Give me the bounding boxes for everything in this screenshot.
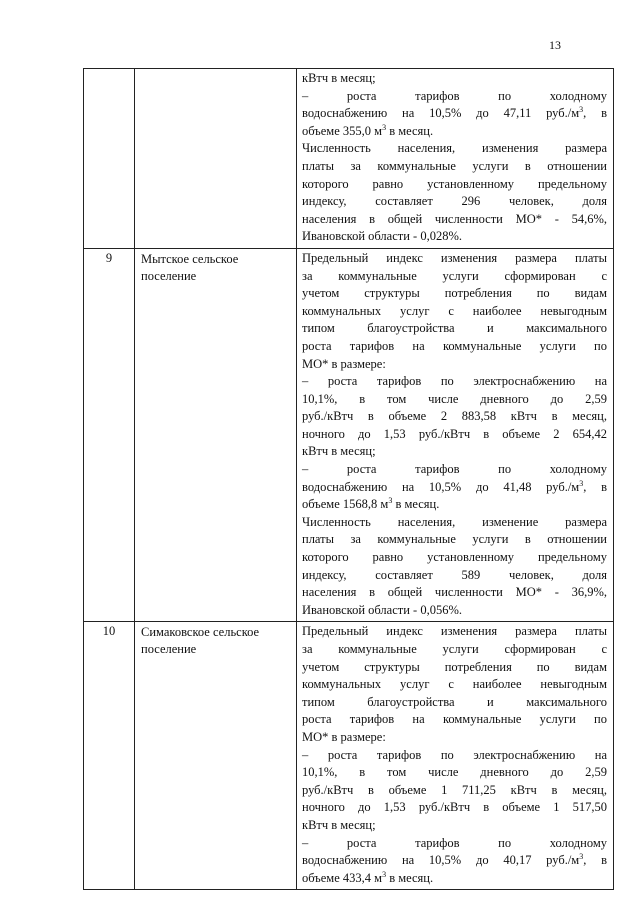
description-cell	[297, 69, 614, 249]
description-line	[302, 479, 607, 497]
superscript: 3	[388, 496, 393, 506]
line-text: коммунальных услуг с наиболее невыгодным	[302, 677, 607, 692]
description-line	[302, 694, 607, 712]
description-line	[302, 88, 607, 106]
line-text-after: в месяц.	[386, 123, 434, 138]
description-cell	[297, 248, 614, 621]
line-text: за коммунальные услуги сформирован с	[302, 642, 607, 656]
description-line	[302, 211, 607, 229]
line-text-after: в месяц.	[386, 870, 434, 885]
row-number-cell	[84, 622, 135, 890]
line-text: кВтч в месяц;	[302, 444, 376, 459]
line-text: за коммунальные услуги сформирован с	[302, 268, 607, 283]
description-line	[302, 320, 607, 338]
description-line	[302, 250, 607, 268]
description-line	[302, 496, 607, 514]
line-text: которого равно установленному предельному	[302, 176, 607, 191]
description-line	[302, 285, 607, 303]
line-text: индексу, составляет 589 человек, доля	[302, 567, 607, 582]
line-text: кВтч в месяц;	[302, 71, 376, 85]
line-text-after: , в	[583, 479, 608, 494]
line-text: платы за коммунальные услуги в отношении	[302, 158, 607, 173]
description-line	[302, 70, 607, 88]
settlement-name: Симаковское сельское поселение	[141, 625, 260, 657]
settlement-name	[135, 69, 296, 71]
description-line	[302, 531, 607, 549]
description-line	[302, 176, 607, 194]
description-line	[302, 303, 607, 321]
line-text: водоснабжению на 10,5% до 41,48 руб./м	[302, 479, 580, 494]
line-text: водоснабжению на 10,5% до 47,11 руб./м	[302, 106, 580, 121]
description-line	[302, 514, 607, 532]
row-number	[84, 69, 134, 71]
description-line	[302, 268, 607, 286]
tariff-table	[83, 68, 614, 890]
description-line	[302, 105, 607, 123]
line-text: коммунальных услуг с наиболее невыгодным	[302, 303, 607, 318]
line-text: кВтч в месяц;	[302, 817, 376, 832]
line-text: 10,1%, в том числе дневного до 2,59	[302, 765, 607, 780]
row-number-cell	[84, 248, 135, 621]
description-line	[302, 443, 607, 461]
description-line	[302, 356, 607, 374]
table-row	[84, 622, 614, 890]
line-text: типом благоустройства и максимального	[302, 694, 607, 709]
superscript: 3	[382, 869, 387, 879]
line-text: населения в общей численности МО* - 36,9%,	[302, 585, 607, 600]
description-line	[302, 426, 607, 444]
superscript: 3	[579, 105, 584, 115]
description-line	[302, 659, 607, 677]
description-line	[302, 764, 607, 782]
description-cell	[297, 622, 614, 890]
description-line	[302, 641, 607, 659]
line-text: платы за коммунальные услуги в отношении	[302, 532, 607, 547]
description-line	[302, 711, 607, 729]
description-line	[302, 676, 607, 694]
table-row	[84, 248, 614, 621]
line-text: индексу, составляет 296 человек, доля	[302, 194, 607, 209]
line-text: – роста тарифов по холодному	[302, 88, 607, 103]
description-line	[302, 373, 607, 391]
line-text: – роста тарифов по холодному	[302, 835, 607, 850]
line-text: Численность населения, изменение размера	[302, 514, 607, 529]
superscript: 3	[579, 478, 584, 488]
row-number-cell	[84, 69, 135, 249]
line-text: Предельный индекс изменения размера платы	[302, 624, 607, 639]
description-line	[302, 567, 607, 585]
description-line	[302, 461, 607, 479]
description-line	[302, 408, 607, 426]
line-text: учетом структуры потребления по видам	[302, 286, 607, 301]
superscript: 3	[382, 122, 387, 132]
description-text	[297, 622, 613, 889]
description-line	[302, 782, 607, 800]
description-text	[297, 69, 613, 248]
line-text: типом благоустройства и максимального	[302, 321, 607, 336]
line-text: – роста тарифов по холодному	[302, 462, 607, 477]
line-text: объеме 355,0 м	[302, 123, 383, 138]
description-line	[302, 870, 607, 888]
line-text: руб./кВтч в объеме 1 711,25 кВтч в месяц,	[302, 782, 607, 797]
line-text: – роста тарифов по электроснабжению на	[302, 374, 607, 389]
row-number: 10	[102, 624, 116, 639]
line-text: учетом структуры потребления по видам	[302, 659, 607, 674]
description-line	[302, 817, 607, 835]
description-line	[302, 391, 607, 409]
line-text: Предельный индекс изменения размера платы	[302, 250, 607, 265]
description-line	[302, 140, 607, 158]
description-line	[302, 158, 607, 176]
description-line	[302, 338, 607, 356]
description-text	[297, 249, 613, 621]
line-text: руб./кВтч в объеме 2 883,58 кВтч в месяц,	[302, 409, 607, 424]
line-text-after: в месяц.	[392, 497, 440, 512]
line-text: Ивановской области - 0,028%.	[302, 229, 462, 244]
line-text: Ивановской области - 0,056%.	[302, 602, 462, 617]
description-line	[302, 602, 607, 620]
description-line	[302, 729, 607, 747]
line-text: МО* в размере:	[302, 729, 386, 744]
description-line	[302, 799, 607, 817]
page-number: 13	[549, 38, 561, 52]
row-number: 9	[105, 250, 113, 265]
description-line	[302, 747, 607, 765]
settlement-name-cell	[135, 248, 297, 621]
line-text: водоснабжению на 10,5% до 40,17 руб./м	[302, 853, 580, 868]
description-line	[302, 835, 607, 853]
line-text: Численность населения, изменения размера	[302, 141, 607, 156]
line-text: которого равно установленному предельному	[302, 550, 607, 565]
line-text-after: , в	[583, 106, 607, 121]
description-line	[302, 228, 607, 246]
line-text: ночного до 1,53 руб./кВтч в объеме 1 517,50	[302, 800, 607, 815]
table-row	[84, 69, 614, 249]
line-text: – роста тарифов по электроснабжению на	[302, 747, 607, 762]
line-text: роста тарифов на коммунальные услуги по	[302, 338, 607, 353]
settlement-name-cell	[135, 622, 297, 890]
line-text: населения в общей численности МО* - 54,6%,	[302, 211, 607, 226]
description-line	[302, 623, 607, 641]
line-text: объеме 433,4 м	[302, 870, 383, 885]
line-text: ночного до 1,53 руб./кВтч в объеме 2 654,42	[302, 426, 607, 441]
description-line	[302, 123, 607, 141]
line-text: МО* в размере:	[302, 356, 386, 371]
description-line	[302, 852, 607, 870]
description-line	[302, 549, 607, 567]
settlement-name: Мытское сельское поселение	[141, 251, 239, 283]
line-text: 10,1%, в том числе дневного до 2,59	[302, 391, 607, 406]
settlement-name-cell	[135, 69, 297, 249]
line-text: объеме 1568,8 м	[302, 497, 389, 512]
line-text: роста тарифов на коммунальные услуги по	[302, 712, 607, 727]
description-line	[302, 193, 607, 211]
superscript: 3	[579, 852, 584, 862]
description-line	[302, 584, 607, 602]
line-text-after: , в	[583, 853, 608, 868]
table-body	[84, 69, 614, 890]
